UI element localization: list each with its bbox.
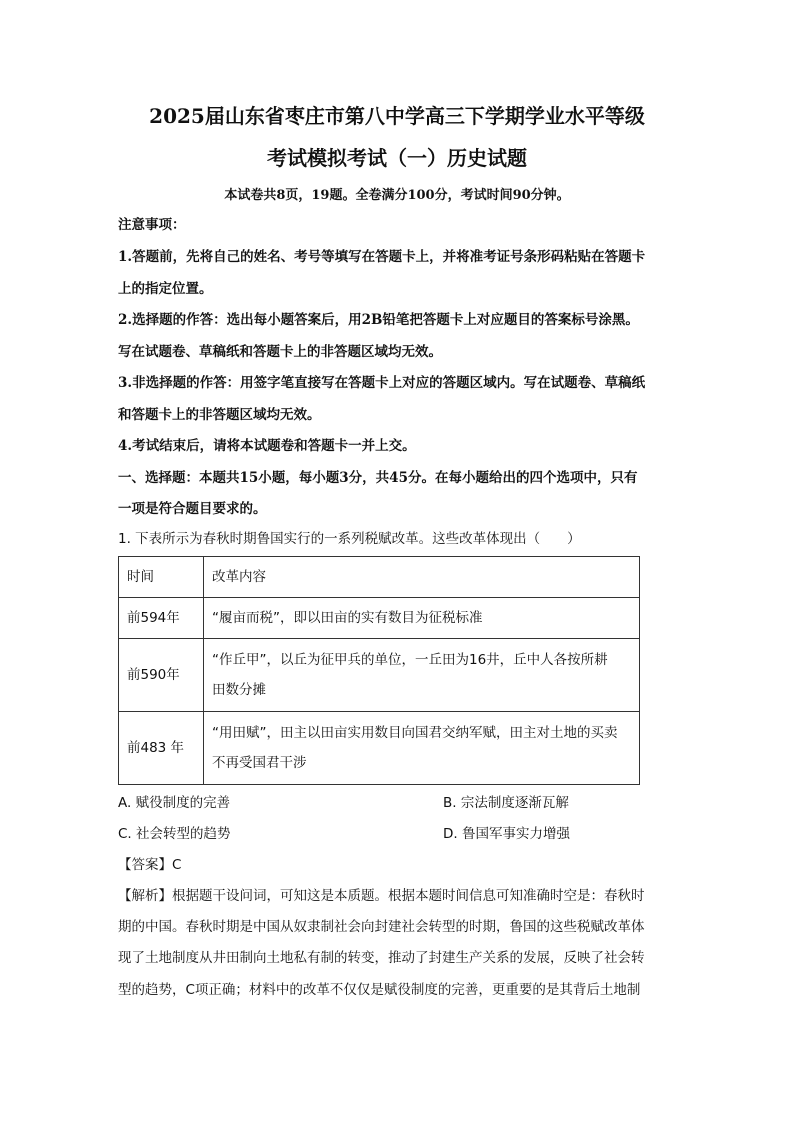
notice-line: 和答题卡上的非答题区域均无效。 xyxy=(118,407,321,423)
table-header-cell: 改革内容 xyxy=(204,557,640,598)
section-heading: 一、选择题：本题共15小题，每小题3分，共45分。在每小题给出的四个选项中，只有 xyxy=(118,470,638,486)
reform-table xyxy=(118,556,640,785)
table-cell-time: 前594年 xyxy=(119,598,204,639)
table-header-cell: 时间 xyxy=(119,557,204,598)
table-cell-time: 前483 年 xyxy=(119,712,204,785)
table-row xyxy=(119,639,640,712)
notice-line: 3.非选择题的作答：用签字笔直接写在答题卡上对应的答题区域内。写在试题卷、草稿纸 xyxy=(118,375,646,391)
table-row xyxy=(119,712,640,785)
notice-heading: 注意事项： xyxy=(118,217,186,233)
exam-title-line-1: 2025届山东省枣庄市第八中学高三下学期学业水平等级 xyxy=(149,104,645,128)
question-stem: 1. 下表所示为春秋时期鲁国实行的一系列税赋改革。这些改革体现出（ ） xyxy=(118,531,581,547)
notice-line: 4.考试结束后，请将本试题卷和答题卡一并上交。 xyxy=(118,438,416,454)
table-cell-content xyxy=(204,598,640,639)
section-heading: 一项是符合题目要求的。 xyxy=(118,501,267,517)
notice-line: 2.选择题的作答：选出每小题答案后，用2B铅笔把答题卡上对应题目的答案标号涂黑。 xyxy=(118,312,639,328)
table-cell-text: 不再受国君干涉 xyxy=(212,755,307,771)
table-cell-text: 田数分摊 xyxy=(212,682,266,698)
option-c: C. 社会转型的趋势 xyxy=(118,826,231,842)
table-row xyxy=(119,598,640,639)
analysis-line: 【解析】根据题干设问词，可知这是本质题。根据本题时间信息可知准确时空是：春秋时 xyxy=(118,888,645,904)
option-a: A. 赋役制度的完善 xyxy=(118,795,231,811)
table-cell-text: “用田赋”，田主以田亩实用数目向国君交纳军赋，田主对土地的买卖 xyxy=(212,725,618,741)
table-cell-text: “履亩而税”，即以田亩的实有数目为征税标准 xyxy=(212,610,483,626)
notice-line: 上的指定位置。 xyxy=(118,281,213,297)
analysis-line: 期的中国。春秋时期是中国从奴隶制社会向封建社会转型的时期，鲁国的这些税赋改革体 xyxy=(118,919,645,935)
table-cell-content xyxy=(204,639,640,712)
option-d: D. 鲁国军事实力增强 xyxy=(443,826,570,842)
option-b: B. 宗法制度逐渐瓦解 xyxy=(443,795,569,811)
table-cell-text: “作丘甲”，以丘为征甲兵的单位，一丘田为16井，丘中人各按所耕 xyxy=(212,652,608,668)
exam-info: 本试卷共8页，19题。全卷满分100分，考试时间90分钟。 xyxy=(224,188,570,203)
table-header-row xyxy=(119,557,640,598)
table-cell-time: 前590年 xyxy=(119,639,204,712)
analysis-line: 型的趋势，C项正确；材料中的改革不仅仅是赋役制度的完善，更重要的是其背后土地制 xyxy=(118,982,641,998)
table-cell-content xyxy=(204,712,640,785)
analysis-line: 现了土地制度从井田制向土地私有制的转变，推动了封建生产关系的发展，反映了社会转 xyxy=(118,950,645,966)
notice-line: 1.答题前，先将自己的姓名、考号等填写在答题卡上，并将准考证号条形码粘贴在答题卡 xyxy=(118,249,646,265)
notice-line: 写在试题卷、草稿纸和答题卡上的非答题区域均无效。 xyxy=(118,344,442,360)
answer-line: 【答案】C xyxy=(118,857,182,873)
exam-title-line-2: 考试模拟考试（一）历史试题 xyxy=(267,146,527,170)
